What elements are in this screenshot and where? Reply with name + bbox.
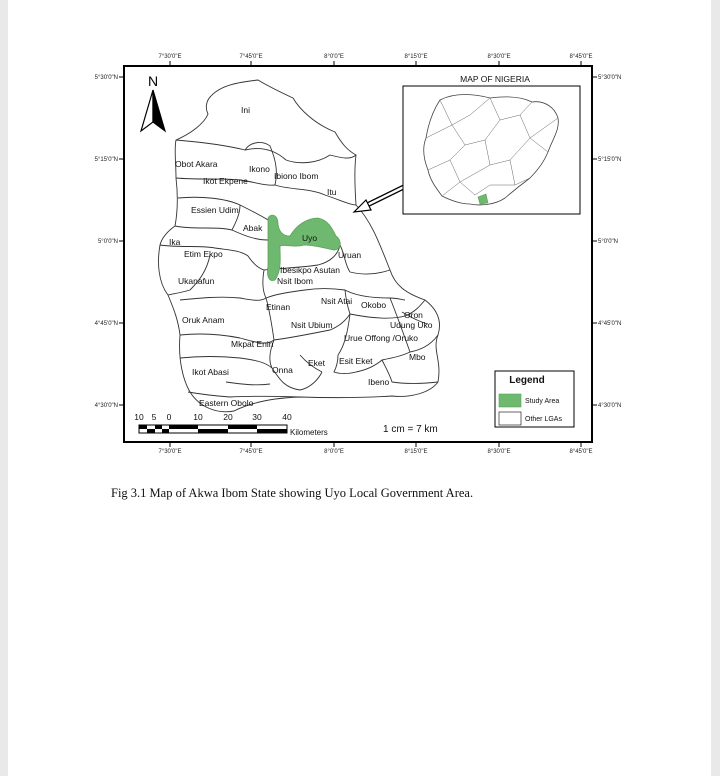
legend-swatch-other-lgas	[499, 412, 521, 425]
lga-label: Ibesikpo Asutan	[280, 265, 341, 275]
legend-label: Study Area	[525, 398, 560, 405]
right-lat-label: 5°15'0"N	[598, 157, 622, 163]
scale-tick-label: 20	[223, 412, 233, 422]
nigeria-inset	[403, 74, 580, 214]
scale-tick-label: 30	[252, 412, 262, 422]
top-lon-label: 8°45'0"E	[569, 54, 593, 60]
inset-title: MAP OF NIGERIA	[460, 74, 530, 84]
bottom-lon-label: 8°30'0"E	[487, 449, 511, 455]
left-lat-label: 5°0'0"N	[97, 239, 118, 245]
lga-label: Ibiono Ibom	[274, 171, 319, 181]
legend-title: Legend	[509, 375, 545, 386]
top-lon-label: 7°45'0"E	[239, 54, 263, 60]
lga-label: Urue Offong /Oruko	[344, 333, 419, 343]
left-lat-label: 4°30'0"N	[94, 403, 118, 409]
scale-tick-label: 40	[282, 412, 292, 422]
top-lon-label: 8°15'0"E	[404, 54, 428, 60]
lga-label: Oruk Anam	[182, 315, 225, 325]
lga-label: Ini	[241, 105, 250, 115]
lga-label: Etinan	[266, 302, 291, 312]
lga-label: Nsit Ibom	[277, 276, 313, 286]
lga-label: Mbo	[409, 352, 426, 362]
lga-label: Nsit Ubium	[291, 320, 333, 330]
right-lat-label: 5°30'0"N	[598, 75, 622, 81]
left-lat-label: 5°30'0"N	[94, 75, 118, 81]
lga-label: Uruan	[338, 250, 362, 260]
right-lat-label: 4°45'0"N	[598, 321, 622, 327]
north-label: N	[147, 73, 159, 89]
bottom-lon-label: 7°45'0"E	[239, 449, 263, 455]
lga-label: Ukanafun	[178, 276, 215, 286]
lga-label: Obot Akara	[175, 159, 218, 169]
lga-label: Uyo	[302, 233, 318, 243]
lga-label: Eket	[308, 358, 326, 368]
lga-label: Ika	[169, 237, 181, 247]
bottom-lon-label: 8°0'0"E	[324, 449, 344, 455]
bottom-lon-label: 8°15'0"E	[404, 449, 428, 455]
lga-label: Onna	[272, 365, 293, 375]
lga-label: Etim Ekpo	[184, 249, 223, 259]
lga-label: Abak	[243, 223, 263, 233]
bottom-lon-label: 8°45'0"E	[569, 449, 593, 455]
lga-label: Esit Eket	[339, 356, 373, 366]
lga-label: Essien Udim	[191, 205, 239, 215]
lga-label: Oron	[404, 310, 423, 320]
legend-swatch-study-area	[499, 394, 521, 407]
lga-label: Ikot Abasi	[192, 367, 229, 377]
scale-unit: Kilometers	[290, 428, 328, 437]
left-lat-label: 4°45'0"N	[94, 321, 118, 327]
lga-label: Eastern Obolo	[199, 398, 254, 408]
top-lon-label: 7°30'0"E	[158, 54, 182, 60]
legend-label: Other LGAs	[525, 416, 562, 423]
lga-label: Ikono	[249, 164, 270, 174]
right-lat-label: 5°0'0"N	[598, 239, 619, 245]
right-lat-label: 4°30'0"N	[598, 403, 622, 409]
top-lon-label: 8°30'0"E	[487, 54, 511, 60]
scale-tick-label: 0	[166, 412, 172, 422]
lga-label: Mkpat Enin	[231, 339, 274, 349]
lga-label: Nsit Atai	[321, 296, 353, 306]
figure-caption: Fig 3.1 Map of Akwa Ibom State showing Uyo Local Government Area.	[111, 486, 474, 500]
legend	[495, 371, 574, 427]
lga-label: Itu	[327, 187, 337, 197]
lga-label: Okobo	[361, 300, 387, 310]
scale-tick-label: 10	[134, 412, 144, 422]
scale-tick-label: 10	[193, 412, 203, 422]
top-lon-label: 8°0'0"E	[324, 54, 344, 60]
bottom-lon-label: 7°30'0"E	[158, 449, 182, 455]
left-lat-label: 5°15'0"N	[94, 157, 118, 163]
lga-label: Ikot Ekpene	[203, 176, 248, 186]
lga-label: Udung Uko	[390, 320, 433, 330]
scale-tick-label: 5	[151, 412, 157, 422]
lga-label: Ibeno	[368, 377, 390, 387]
scale-ratio: 1 cm = 7 km	[383, 424, 438, 435]
